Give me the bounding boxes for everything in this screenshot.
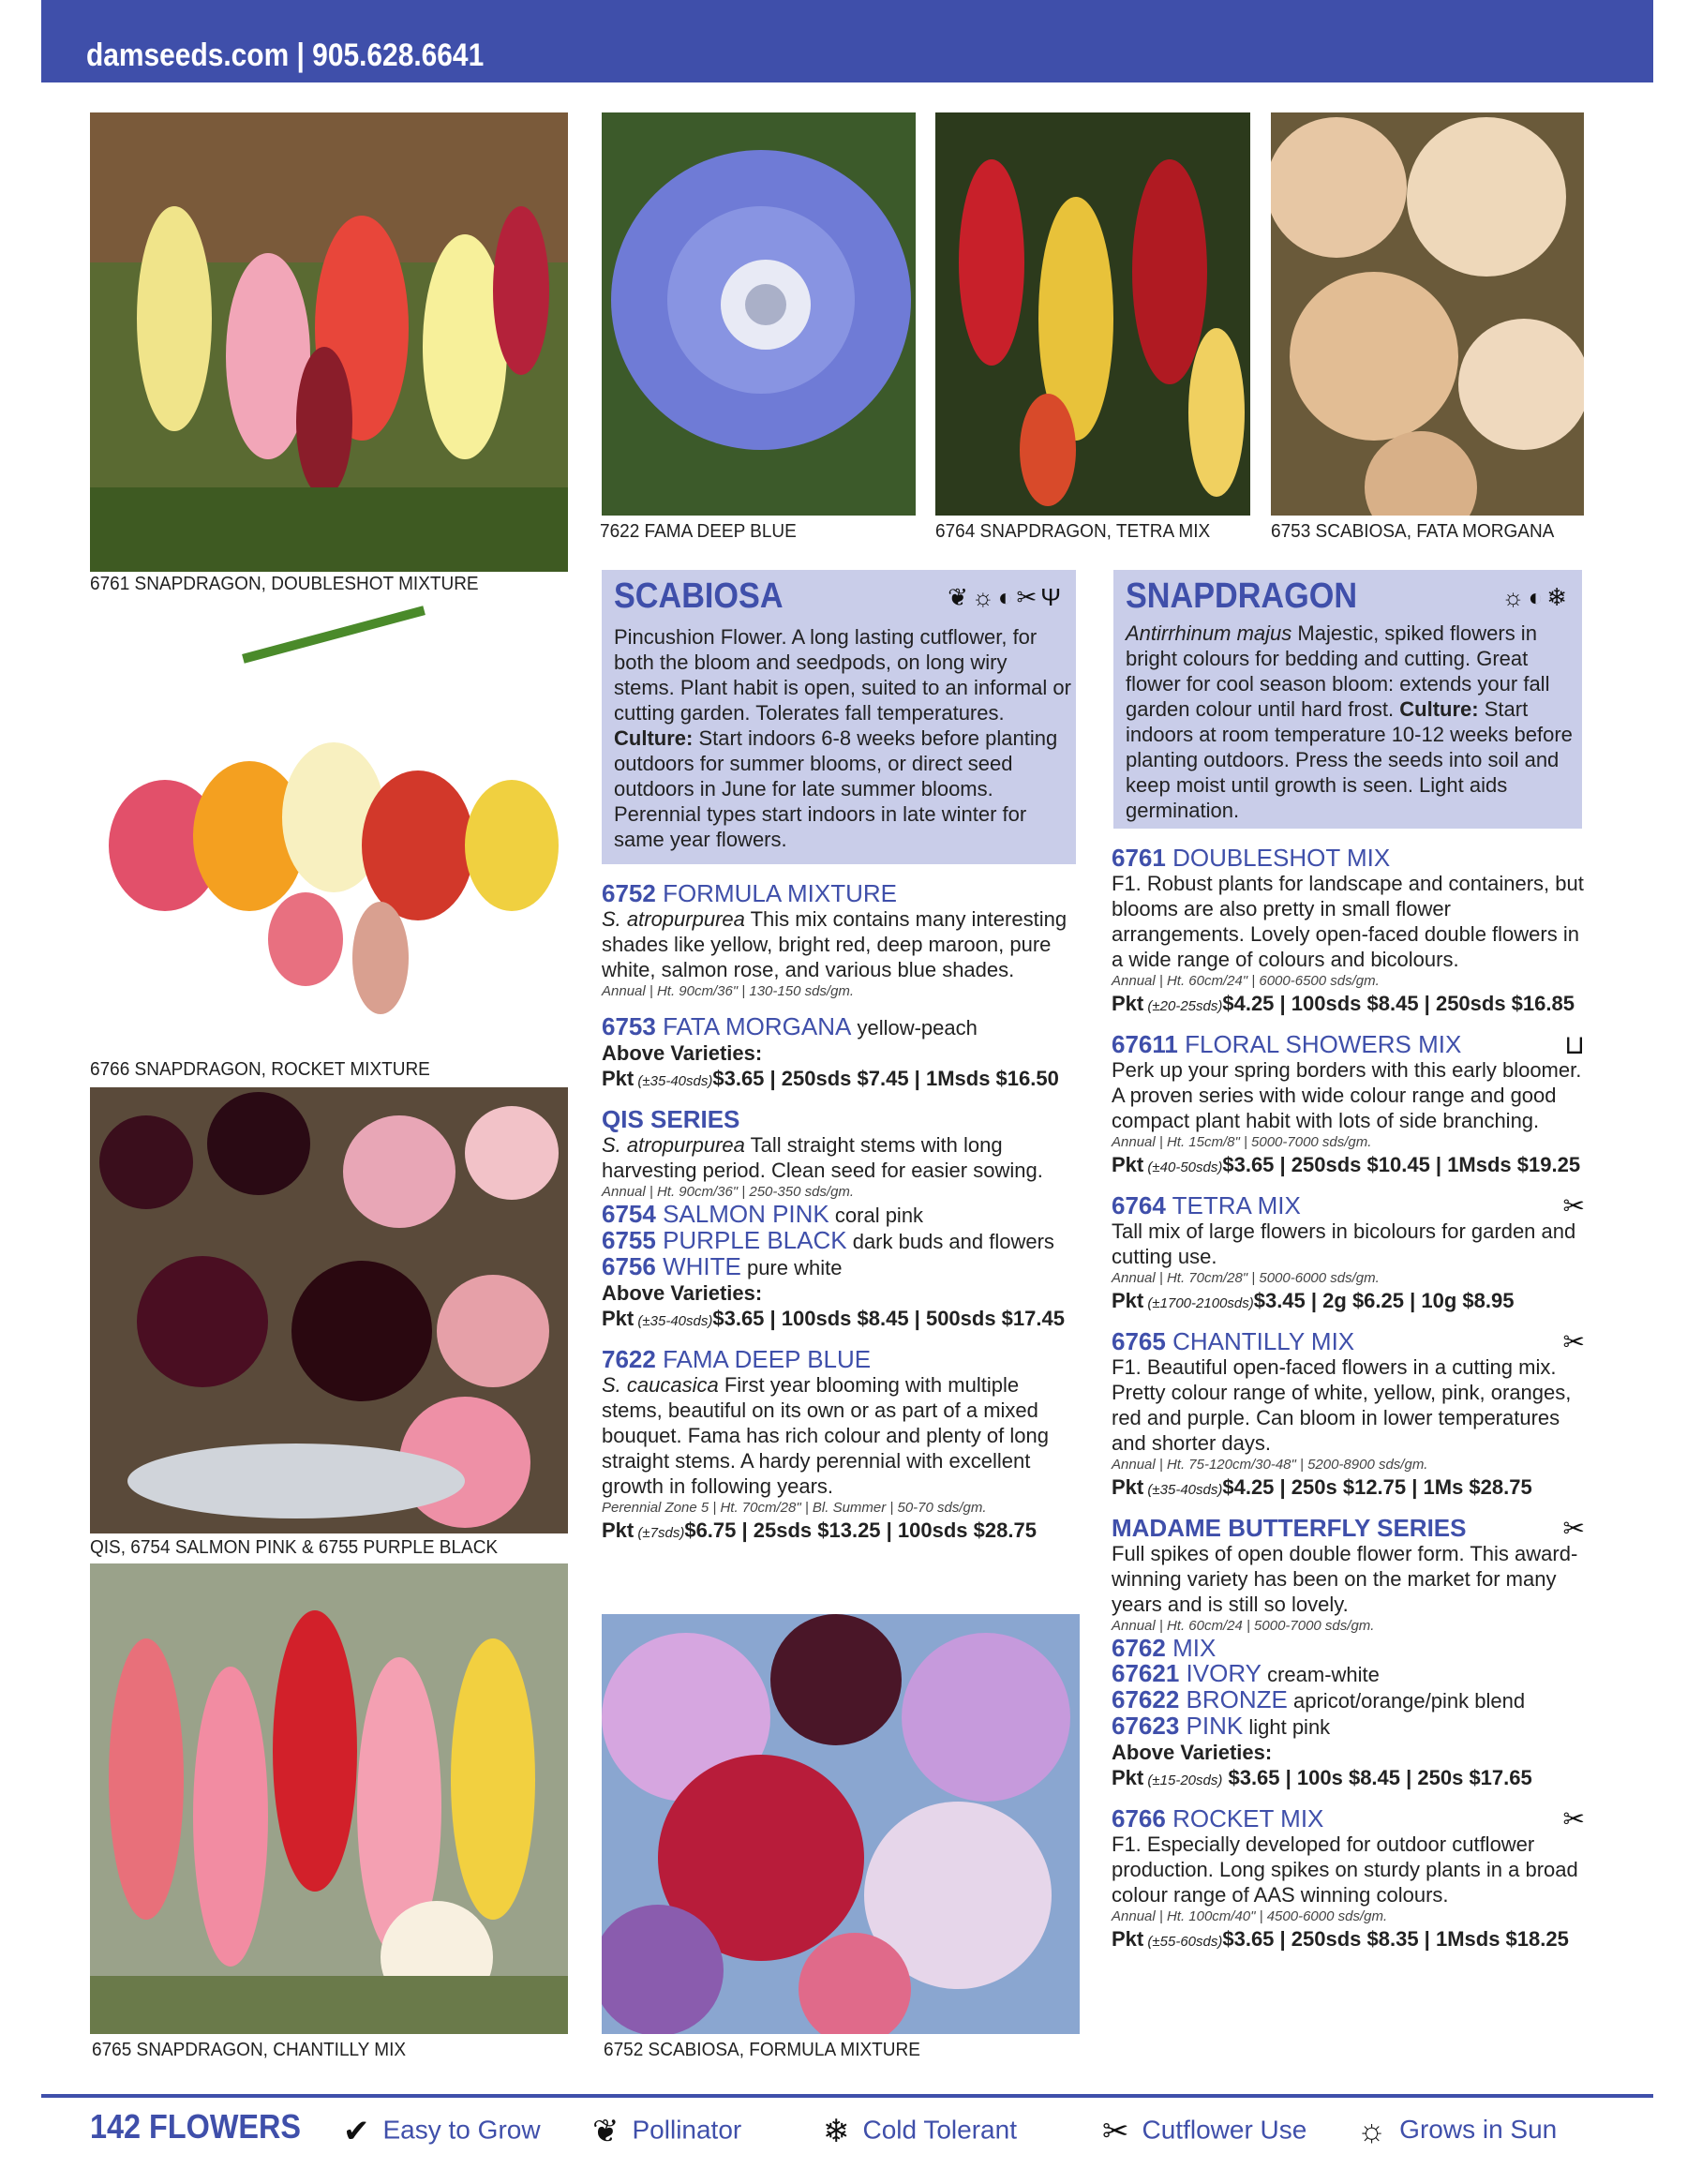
legend-label: Easy to Grow [382,2115,541,2145]
legend-label: Cutflower Use [1142,2115,1307,2145]
name-6765: CHANTILLY MIX [1165,1327,1355,1355]
code-67611: 67611 [1112,1030,1178,1058]
desc-7622: First year blooming with multiple stems, beautiful on its own or as part of a mixed bouquet. Fama has rich colour and plenty of long straight stems. A hardy perennial with excellent growth in following years. [602,1373,1049,1498]
spec-6765: Annual | Ht. 75-120cm/30-48" | 5200-8900 sds/gm. [1112,1457,1428,1473]
pkt-label: Pkt [1112,1289,1144,1312]
seed-count: (±55-60sds) [1143,1934,1223,1950]
price-6761 [1112,991,1585,1019]
photo-6753-scabiosa-fata-morgana [1271,112,1584,516]
price-text: $3.65 | 100s $8.45 | 250s $17.65 [1222,1766,1532,1789]
code-67623: 67623 [1112,1712,1180,1740]
page-number-section: 142 FLOWERS [90,2107,302,2146]
snowflake-icon: ❄ [823,2114,850,2149]
snapdragon-culture-label: Culture: [1399,697,1479,721]
seed-count: (±1700-2100sds) [1143,1295,1254,1311]
snapdragon-entries [1112,845,1585,1954]
price-text: $3.45 | 2g $6.25 | 10g $8.95 [1253,1289,1515,1312]
seed-count: (±35-40sds) [634,1313,713,1329]
price-text: $6.75 | 25sds $13.25 | 100sds $28.75 [684,1518,1037,1542]
desc-6765: F1. Beautiful open-faced flowers in a cutting mix. Pretty colour range of white, yellow, pink, oranges, red and purple. Can bloom in lower temperatures and shorter days. [1112,1355,1572,1455]
desc-qis: Tall straight stems with long harvesting period. Clean seed for easier sowing. [602,1133,1043,1182]
name-7622: FAMA DEEP BLUE [655,1345,872,1373]
code-6754: 6754 [602,1200,656,1228]
code-6766: 6766 [1112,1804,1166,1832]
scabiosa-description [614,624,1071,852]
snapdragon-title: SNAPDRAGON [1126,576,1358,616]
price-madame [1112,1765,1585,1793]
photo-7622-fama-deep-blue [602,112,916,516]
name-6762: MIX [1165,1634,1217,1662]
code-6762: 6762 [1112,1634,1166,1662]
entry-6753 [602,1014,1080,1094]
header-bar [41,0,1653,82]
price-text: $3.65 | 250sds $7.45 | 1Msds $16.50 [712,1067,1059,1090]
code-6753: 6753 [602,1012,656,1040]
snapdragon-latin: Antirrhinum majus [1126,621,1292,645]
photo-6765-snapdragon-chantilly [90,1563,568,2034]
pkt-label: Pkt [1112,1766,1144,1789]
price-6766 [1112,1926,1585,1954]
price-6753 [602,1066,1080,1094]
spec-madame: Annual | Ht. 60cm/24 | 5000-7000 sds/gm. [1112,1618,1375,1634]
sub-67621: cream-white [1261,1663,1380,1686]
scabiosa-desc-text: Pincushion Flower. A long lasting cutflower, for both the bloom and seedpods, on long wiry stems. Plant habit is open, suited to an informal or cutting garden. Tolerates fall temperatures. [614,625,1071,725]
price-text: $3.65 | 250sds $8.35 | 1Msds $18.25 [1222,1927,1569,1951]
bee-icon: ❦ [592,2114,620,2149]
pkt-label: Pkt [1112,992,1144,1015]
caption-7622: 7622 FAMA DEEP BLUE [600,521,797,542]
pkt-label: Pkt [1112,1927,1144,1951]
code-67621: 67621 [1112,1659,1180,1687]
latin-6752: S. atropurpurea [602,907,745,931]
sub-67623: light pink [1243,1715,1331,1739]
scabiosa-culture-label: Culture: [614,726,694,750]
scabiosa-culture-text: Start indoors 6-8 weeks before planting outdoors for summer blooms, or direct seed outdoors in June for late summer blooms. Perennial types start indoors in late winter for same year flowers. [614,726,1058,851]
caption-6765: 6765 SNAPDRAGON, CHANTILLY MIX [92,2040,407,2060]
entry-6764 [1112,1193,1585,1316]
legend-pollinator [592,2113,741,2150]
code-6765: 6765 [1112,1327,1166,1355]
price-6764 [1112,1288,1585,1316]
pkt-label: Pkt [1112,1475,1144,1499]
desc-67611: Perk up your spring borders with this early bloomer. A proven series with wide colour range and good compact plant habit with lots of side branching. [1112,1058,1582,1132]
scissors-icon: ✂ [1562,1804,1585,1833]
spec-7622: Perennial Zone 5 | Ht. 70cm/28" | Bl. Summer | 50-70 sds/gm. [602,1500,987,1516]
name-67611: FLORAL SHOWERS MIX [1177,1030,1462,1058]
name-6752: FORMULA MIXTURE [655,879,897,907]
price-67611 [1112,1152,1585,1180]
desc-6752: This mix contains many interesting shades like yellow, bright red, deep maroon, pure white, salmon rose, and various blue shades. [602,907,1067,981]
entry-6761 [1112,845,1585,1019]
entry-7622 [602,1347,1080,1546]
footer-rule [41,2094,1653,2098]
entry-67611 [1112,1032,1585,1180]
price-text: $3.65 | 100sds $8.45 | 500sds $17.45 [712,1307,1065,1330]
above-varieties-2: Above Varieties: [602,1281,763,1305]
caption-6766: 6766 SNAPDRAGON, ROCKET MIXTURE [90,1059,430,1080]
scabiosa-feature-icons: ❦☼◐✂Ψ [948,583,1065,611]
legend-label: Cold Tolerant [862,2115,1017,2145]
name-6754: SALMON PINK [655,1200,829,1228]
price-text: $3.65 | 250sds $10.45 | 1Msds $19.25 [1222,1153,1581,1176]
photo-6766-snapdragon-rocket [90,602,568,1055]
scissors-icon: ✂ [1562,1514,1585,1543]
desc-6761: F1. Robust plants for landscape and containers, but blooms are also pretty in small flower arrangements. Lovely open-faced double flowers in a wide range of colours and bicolours. [1112,872,1584,971]
name-67623: PINK [1179,1712,1244,1740]
scissors-icon: ✂ [1562,1191,1585,1220]
seed-count: (±40-50sds) [1143,1159,1223,1175]
desc-6766: F1. Especially developed for outdoor cutflower production. Long spikes on sturdy plants in a broad colour range of AAS winning colours. [1112,1832,1578,1907]
spec-67611: Annual | Ht. 15cm/8" | 5000-7000 sds/gm. [1112,1134,1372,1150]
caption-6752: 6752 SCABIOSA, FORMULA MIXTURE [604,2040,920,2060]
price-text: $4.25 | 100sds $8.45 | 250sds $16.85 [1222,992,1575,1015]
price-6765 [1112,1474,1585,1503]
legend-cold-tolerant [823,2113,1017,2150]
name-6755: PURPLE BLACK [655,1226,847,1254]
desc-madame: Full spikes of open double flower form. This award-winning variety has been on the market for many years and is still so lovely. [1112,1542,1578,1616]
scabiosa-entries [602,881,1080,1546]
caption-qis: QIS, 6754 SALMON PINK & 6755 PURPLE BLACK [90,1537,499,1558]
snapdragon-culture-text: Start indoors at room temperature 10-12 weeks before planting outdoors. Press the seeds into soil and keep moist until growth is seen. Light aids germination. [1126,697,1573,822]
pkt-label: Pkt [602,1307,634,1330]
container-icon: ⊔ [1564,1030,1585,1059]
footer [90,2107,1665,2163]
scissors-icon: ✂ [1562,1327,1585,1356]
photo-6764-snapdragon-tetra [935,112,1250,516]
entry-qis-series [602,1107,1080,1334]
price-7622 [602,1518,1080,1546]
photo-6752-scabiosa-formula [602,1614,1080,2034]
price-text: $4.25 | 250s $12.75 | 1Ms $28.75 [1222,1475,1532,1499]
name-6756: WHITE [655,1252,741,1280]
sub-6755: dark buds and flowers [846,1230,1054,1253]
seed-count: (±35-40sds) [634,1073,713,1089]
madame-series-title: MADAME BUTTERFLY SERIES [1112,1514,1467,1542]
entry-madame-butterfly [1112,1516,1585,1793]
sub-6756: pure white [740,1256,843,1279]
sub-67622: apricot/orange/pink blend [1287,1689,1526,1713]
pkt-label: Pkt [602,1518,634,1542]
legend-cutflower-use [1102,2113,1306,2150]
above-varieties-snap: Above Varieties: [1112,1741,1273,1764]
scabiosa-title: SCABIOSA [614,576,784,616]
code-67622: 67622 [1112,1685,1180,1713]
caption-6753: 6753 SCABIOSA, FATA MORGANA [1271,521,1555,542]
name-67622: BRONZE [1179,1685,1288,1713]
scabiosa-panel [602,570,1076,864]
spec-6752: Annual | Ht. 90cm/36" | 130-150 sds/gm. [602,983,855,999]
name-6766: ROCKET MIX [1165,1804,1324,1832]
price-qis [602,1306,1080,1334]
snapdragon-description [1126,621,1579,823]
caption-6761: 6761 SNAPDRAGON, DOUBLESHOT MIXTURE [90,574,479,594]
desc-6764: Tall mix of large flowers in bicolours for garden and cutting use. [1112,1219,1576,1268]
legend-grows-in-sun [1357,2113,1557,2149]
spec-6761: Annual | Ht. 60cm/24" | 6000-6500 sds/gm. [1112,973,1380,989]
spec-6766: Annual | Ht. 100cm/40" | 4500-6000 sds/gm. [1112,1908,1388,1924]
legend-easy-to-grow [343,2113,541,2150]
above-varieties-1: Above Varieties: [602,1041,763,1065]
code-6764: 6764 [1112,1191,1166,1219]
seed-count: (±7sds) [634,1525,685,1541]
pkt-label: Pkt [1112,1153,1144,1176]
code-6752: 6752 [602,879,656,907]
entry-6752 [602,881,1080,1001]
legend-label: Pollinator [632,2115,742,2145]
legend-label: Grows in Sun [1399,2114,1558,2144]
header-contact[interactable]: damseeds.com | 905.628.6641 [86,37,485,73]
sun-icon: ☼ [1357,2113,1387,2148]
spec-qis: Annual | Ht. 90cm/36" | 250-350 sds/gm. [602,1184,855,1200]
scissors-icon: ✂ [1102,2114,1129,2149]
sub-6753: yellow-peach [851,1016,978,1040]
name-6753: FATA MORGANA [655,1012,852,1040]
entry-6766 [1112,1806,1585,1954]
code-6761: 6761 [1112,844,1166,872]
seed-count: (±15-20sds) [1143,1773,1223,1788]
code-6756: 6756 [602,1252,656,1280]
photo-6761-snapdragon-doubleshot [90,112,568,572]
entry-6765 [1112,1329,1585,1503]
qis-series-title: QIS SERIES [602,1105,740,1133]
name-6764: TETRA MIX [1165,1191,1301,1219]
latin-7622: S. caucasica [602,1373,719,1397]
seed-count: (±20-25sds) [1143,998,1223,1014]
latin-qis: S. atropurpurea [602,1133,745,1157]
caption-6764: 6764 SNAPDRAGON, TETRA MIX [935,521,1211,542]
photo-qis-salmon-pink-purple-black [90,1087,568,1533]
spec-6764: Annual | Ht. 70cm/28" | 5000-6000 sds/gm. [1112,1270,1380,1286]
seed-count: (±35-40sds) [1143,1482,1223,1498]
snapdragon-desc-text: Majestic, spiked flowers in bright colours for bedding and cutting. Great flower for cool season bloom: extends your fall garden colour until hard frost. [1126,621,1550,721]
checkmark-icon: ✔ [343,2114,370,2149]
name-67621: IVORY [1179,1659,1262,1687]
sub-6754: coral pink [829,1204,924,1227]
name-6761: DOUBLESHOT MIX [1165,844,1391,872]
code-7622: 7622 [602,1345,656,1373]
pkt-label: Pkt [602,1067,634,1090]
snapdragon-feature-icons: ☼◐❄ [1501,583,1571,611]
snapdragon-panel [1113,570,1582,829]
code-6755: 6755 [602,1226,656,1254]
